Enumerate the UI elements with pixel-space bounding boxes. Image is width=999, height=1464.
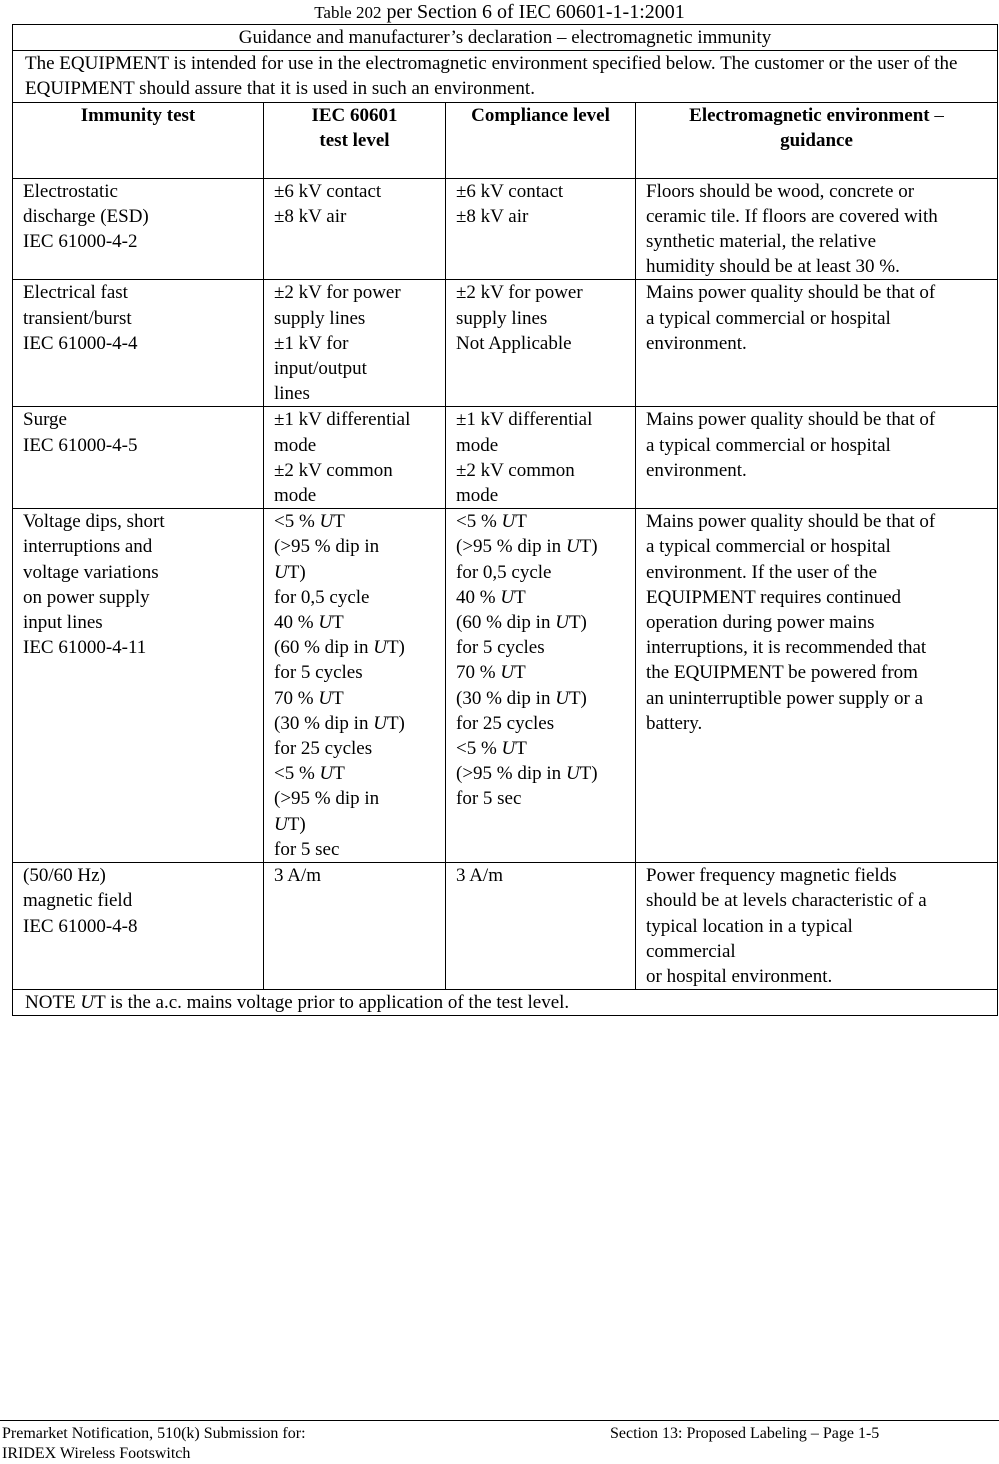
- cell-line: input/output: [274, 358, 367, 380]
- cell-line: on power supply: [23, 586, 150, 608]
- header-immunity-test-label: Immunity test: [80, 104, 196, 126]
- cell-line: Not Applicable: [456, 332, 572, 354]
- cell-line: (>95 % dip in UT): [456, 763, 598, 785]
- cell-line: (30 % dip in UT): [274, 712, 405, 734]
- cell-line: a typical commercial or hospital: [646, 434, 891, 456]
- table-title: [0, 0, 999, 24]
- table-note: NOTE UT is the a.c. mains voltage prior to application of the test level.: [13, 990, 998, 1016]
- cell-line: interruptions and: [23, 536, 153, 558]
- cell-line: IEC 61000-4-8: [23, 915, 138, 937]
- cell-line: Mains power quality should be that of: [646, 511, 936, 533]
- note-row: [13, 990, 998, 1016]
- cell-environment-guidance: [636, 178, 998, 280]
- cell-line: typical location in a typical: [646, 915, 853, 937]
- cell-line: (>95 % dip in: [274, 788, 380, 810]
- cell-line: 40 % UT: [456, 586, 526, 608]
- cell-line: ±1 kV differential: [456, 409, 593, 431]
- cell-immunity-test: [13, 509, 264, 863]
- cell-environment-guidance: [636, 863, 998, 990]
- cell-immunity-test: [13, 280, 264, 407]
- cell-line: ±2 kV common: [456, 459, 575, 481]
- footer-product: IRIDEX Wireless Footswitch: [2, 1445, 191, 1462]
- cell-line: environment.: [646, 332, 747, 354]
- cell-line: <5 % UT: [456, 511, 527, 533]
- cell-compliance-level: [446, 178, 636, 280]
- cell-line: ±2 kV for power: [274, 282, 401, 304]
- cell-iec-test-level: [264, 407, 446, 509]
- cell-line: mode: [456, 485, 499, 507]
- header-compliance-level: [446, 102, 636, 178]
- cell-line: environment.: [646, 459, 747, 481]
- cell-line: <5 % UT: [274, 763, 345, 785]
- cell-line: for 5 sec: [456, 788, 522, 810]
- cell-line: IEC 61000-4-11: [23, 637, 147, 659]
- table-row: [13, 509, 998, 863]
- cell-line: for 5 cycles: [274, 662, 363, 684]
- table-title-prefix: Table 202: [314, 3, 382, 22]
- cell-line: for 25 cycles: [274, 738, 373, 760]
- footer-section-page: Section 13: Proposed Labeling – Page 1-5: [610, 1425, 880, 1442]
- intro-row: [13, 51, 998, 102]
- cell-line: supply lines: [456, 307, 548, 329]
- cell-line: 40 % UT: [274, 612, 344, 634]
- cell-line: a typical commercial or hospital: [646, 307, 891, 329]
- cell-line: (>95 % dip in: [274, 536, 380, 558]
- cell-line: ±6 kV contact: [274, 180, 382, 202]
- cell-line: IEC 61000-4-2: [23, 231, 138, 253]
- cell-compliance-level: [446, 407, 636, 509]
- cell-line: (50/60 Hz): [23, 865, 106, 887]
- cell-line: magnetic field: [23, 890, 133, 912]
- table-intro: The EQUIPMENT is intended for use in the electromagnetic environment specified below. The customer or the user of the EQUIPMENT should assure that it is used in such an environment.: [13, 51, 998, 102]
- cell-line: EQUIPMENT requires continued: [646, 586, 902, 608]
- header-row: [13, 102, 998, 178]
- cell-line: for 25 cycles: [456, 712, 555, 734]
- cell-line: input lines: [23, 612, 103, 634]
- cell-line: ±1 kV differential: [274, 409, 411, 431]
- cell-environment-guidance: [636, 509, 998, 863]
- cell-line: <5 % UT: [456, 738, 527, 760]
- cell-line: humidity should be at least 30 %.: [646, 256, 900, 278]
- table-row: [13, 280, 998, 407]
- cell-line: for 5 sec: [274, 838, 340, 860]
- table-row: [13, 178, 998, 280]
- cell-line: ceramic tile. If floors are covered with: [646, 205, 938, 227]
- cell-line: Voltage dips, short: [23, 511, 165, 533]
- cell-line: (60 % dip in UT): [274, 637, 405, 659]
- cell-iec-test-level: [264, 178, 446, 280]
- header-environment-line2: guidance: [780, 129, 853, 151]
- cell-line: commercial: [646, 940, 736, 962]
- cell-line: 70 % UT: [274, 687, 344, 709]
- cell-line: 70 % UT: [456, 662, 526, 684]
- cell-line: transient/burst: [23, 307, 132, 329]
- cell-immunity-test: [13, 407, 264, 509]
- cell-line: voltage variations: [23, 561, 159, 583]
- header-compliance-label: Compliance level: [471, 104, 610, 126]
- cell-line: ±1 kV for: [274, 332, 349, 354]
- table-caption: Guidance and manufacturer’s declaration – electromagnetic immunity: [13, 25, 998, 51]
- cell-line: UT): [274, 561, 306, 583]
- cell-line: IEC 61000-4-5: [23, 434, 138, 456]
- cell-line: <5 % UT: [274, 511, 345, 533]
- cell-environment-guidance: [636, 280, 998, 407]
- cell-line: 3 A/m: [456, 865, 503, 887]
- cell-line: should be at levels characteristic of a: [646, 890, 927, 912]
- emc-immunity-table: [12, 24, 998, 1016]
- cell-line: (30 % dip in UT): [456, 687, 587, 709]
- table-title-text: per Section 6 of IEC 60601-1-1:2001: [381, 1, 685, 23]
- table-row: [13, 863, 998, 990]
- cell-line: Surge: [23, 409, 67, 431]
- cell-line: mode: [274, 434, 317, 456]
- cell-line: discharge (ESD): [23, 205, 149, 227]
- cell-line: Power frequency magnetic fields: [646, 865, 897, 887]
- cell-line: the EQUIPMENT be powered from: [646, 662, 918, 684]
- cell-line: lines: [274, 383, 310, 405]
- cell-line: Mains power quality should be that of: [646, 409, 936, 431]
- cell-line: or hospital environment.: [646, 965, 833, 987]
- cell-compliance-level: [446, 509, 636, 863]
- cell-line: ±6 kV contact: [456, 180, 564, 202]
- header-environment-dash: –: [929, 104, 944, 126]
- cell-line: for 0,5 cycle: [456, 561, 552, 583]
- footer-divider: [0, 1420, 999, 1421]
- cell-line: mode: [274, 485, 317, 507]
- table-row: [13, 407, 998, 509]
- cell-line: supply lines: [274, 307, 366, 329]
- caption-row: [13, 25, 998, 51]
- cell-line: Electrical fast: [23, 282, 128, 304]
- cell-line: for 0,5 cycle: [274, 586, 370, 608]
- cell-iec-test-level: [264, 863, 446, 990]
- cell-line: Mains power quality should be that of: [646, 282, 936, 304]
- header-iec-line2: test level: [319, 129, 390, 151]
- cell-environment-guidance: [636, 407, 998, 509]
- cell-line: for 5 cycles: [456, 637, 545, 659]
- header-immunity-test: [13, 102, 264, 178]
- header-iec-test-level: [264, 102, 446, 178]
- header-environment-guidance: [636, 102, 998, 178]
- cell-line: IEC 61000-4-4: [23, 332, 138, 354]
- cell-immunity-test: [13, 863, 264, 990]
- cell-line: an uninterruptible power supply or a: [646, 687, 924, 709]
- cell-line: UT): [274, 813, 306, 835]
- cell-line: 3 A/m: [274, 865, 321, 887]
- cell-line: mode: [456, 434, 499, 456]
- footer-submission: Premarket Notification, 510(k) Submission for:: [2, 1425, 306, 1442]
- header-environment-line1: Electromagnetic environment: [689, 104, 930, 126]
- cell-line: a typical commercial or hospital: [646, 536, 891, 558]
- cell-line: ±8 kV air: [456, 205, 529, 227]
- header-iec-line1: IEC 60601: [311, 104, 398, 126]
- cell-compliance-level: [446, 280, 636, 407]
- cell-line: ±8 kV air: [274, 205, 347, 227]
- cell-line: Electrostatic: [23, 180, 118, 202]
- cell-line: ±2 kV common: [274, 459, 393, 481]
- cell-line: Floors should be wood, concrete or: [646, 180, 915, 202]
- cell-compliance-level: [446, 863, 636, 990]
- cell-line: (>95 % dip in UT): [456, 536, 598, 558]
- cell-line: synthetic material, the relative: [646, 231, 877, 253]
- cell-iec-test-level: [264, 280, 446, 407]
- cell-immunity-test: [13, 178, 264, 280]
- cell-line: environment. If the user of the: [646, 561, 878, 583]
- cell-line: battery.: [646, 712, 703, 734]
- cell-line: interruptions, it is recommended that: [646, 637, 927, 659]
- cell-line: (60 % dip in UT): [456, 612, 587, 634]
- cell-iec-test-level: [264, 509, 446, 863]
- cell-line: ±2 kV for power: [456, 282, 583, 304]
- cell-line: operation during power mains: [646, 612, 875, 634]
